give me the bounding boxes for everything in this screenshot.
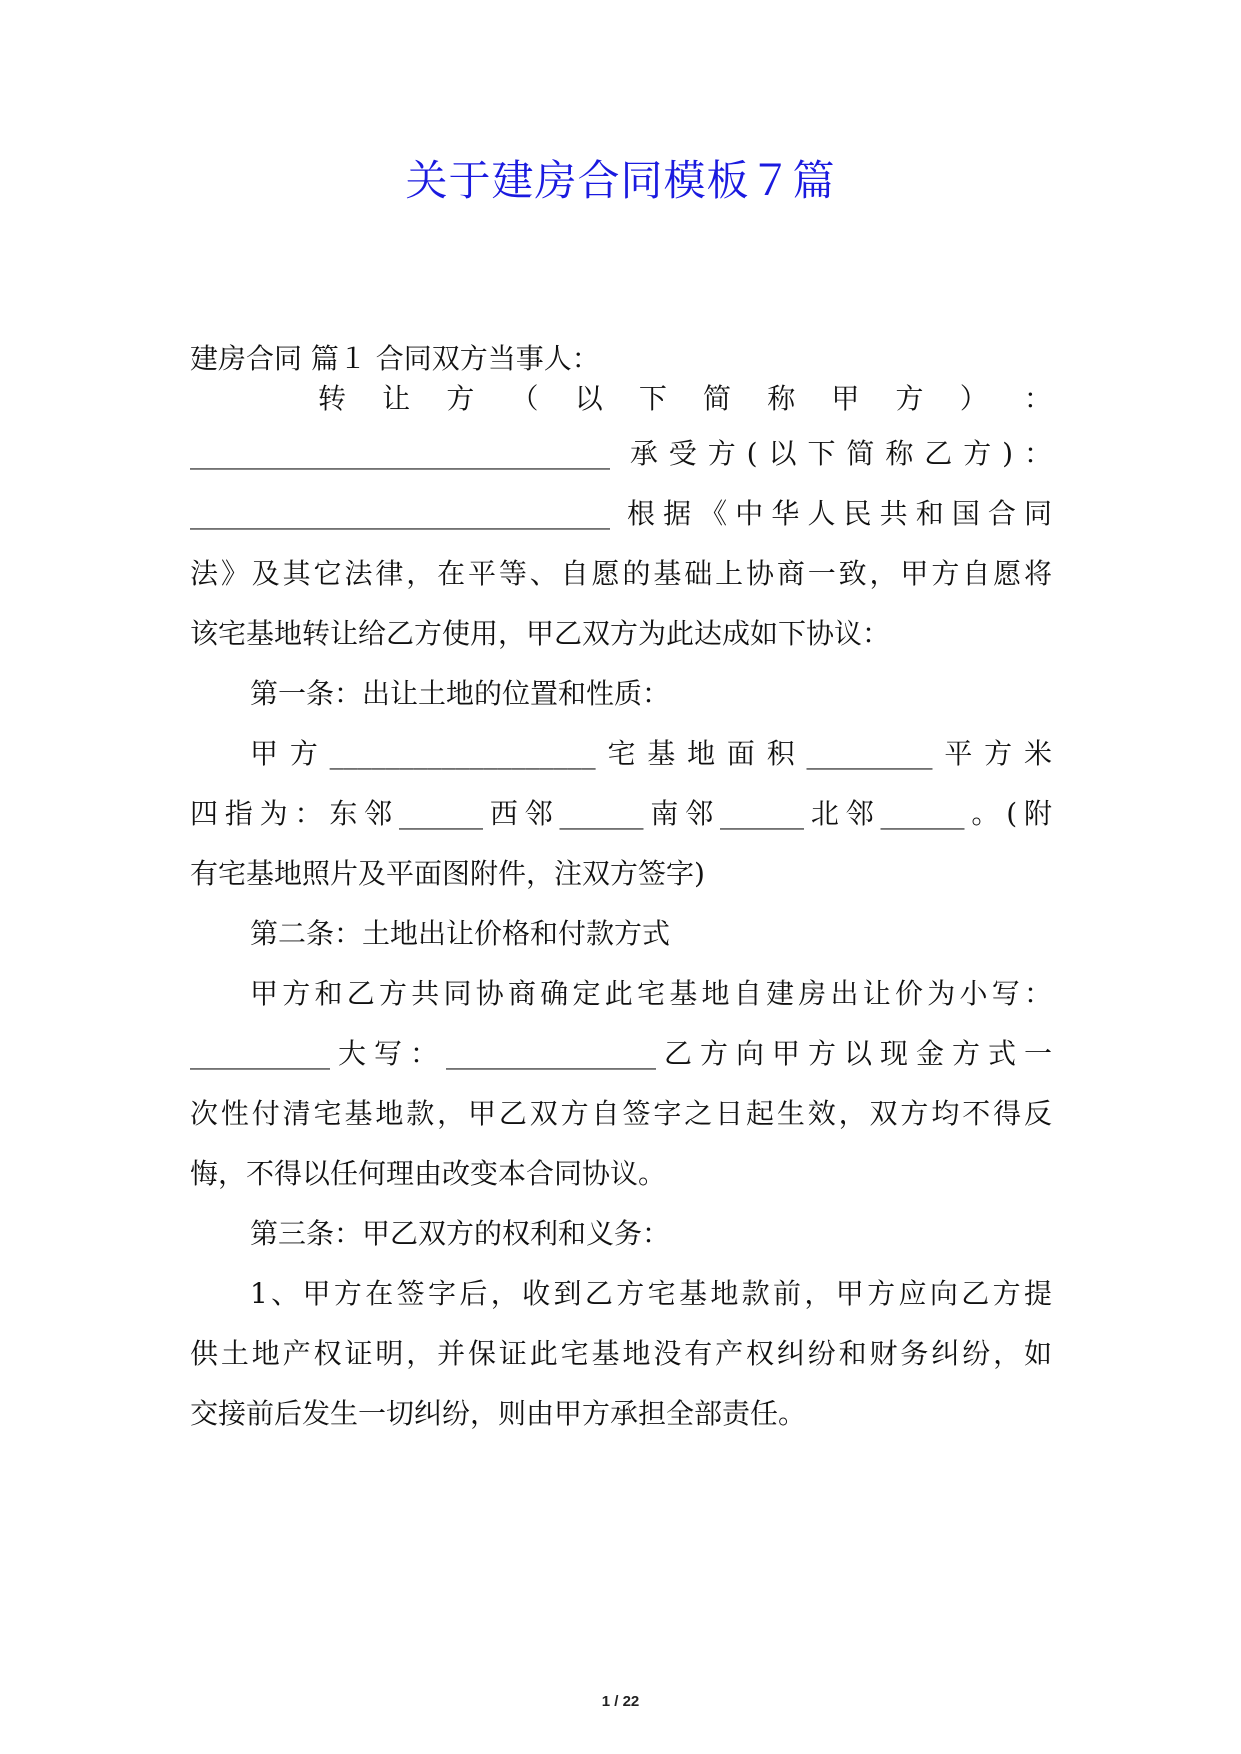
spaced-char: 让 (382, 382, 411, 415)
spaced-char: 方 (895, 382, 924, 415)
transfer-party-line (318, 379, 1052, 419)
spaced-char: （ (510, 382, 539, 415)
spaced-char: ： (1023, 382, 1052, 415)
spaced-char: 下 (638, 382, 667, 415)
spaced-char: 转 (318, 382, 347, 415)
paragraph-line-14: 次性付清宅基地款，甲乙双方自签字之日起生效，双方均不得反 (190, 1097, 1052, 1130)
paragraph-line-13: __________大写：_______________乙方向甲方以现金方式一 (190, 1037, 1052, 1070)
paragraph-line-17: 1、甲方在签字后，收到乙方宅基地款前，甲方应向乙方提 (250, 1277, 1052, 1310)
spaced-char: 甲 (831, 382, 860, 415)
article-1-heading: 第一条：出让土地的位置和性质： (250, 677, 671, 710)
paragraph-line-4: ______________________________ 根据《中华人民共和国合同 (190, 497, 1052, 530)
paragraph-line-10: 有宅基地照片及平面图附件，注双方签字) (190, 857, 705, 890)
paragraph-line-5: 法》及其它法律，在平等、自愿的基础上协商一致，甲方自愿将 (190, 557, 1052, 590)
paragraph-line-8: 甲方___________________宅基地面积_________平方米 (250, 737, 1052, 770)
spaced-char: ） (959, 382, 988, 415)
paragraph-line-6: 该宅基地转让给乙方使用，甲乙双方为此达成如下协议： (190, 617, 891, 650)
article-2-heading: 第二条：土地出让价格和付款方式 (250, 917, 671, 950)
paragraph-line-19: 交接前后发生一切纠纷，则由甲方承担全部责任。 (190, 1397, 807, 1430)
page-number: 1 / 22 (601, 1693, 640, 1710)
spaced-char: 以 (574, 382, 603, 415)
spaced-char: 简 (703, 382, 732, 415)
paragraph-line-12: 甲方和乙方共同协商确定此宅基地自建房出让价为小写： (250, 977, 1052, 1010)
paragraph-line-9: 四指为：东邻______西邻______南邻______北邻______。(附 (190, 797, 1052, 830)
paragraph-line-18: 供土地产权证明，并保证此宅基地没有产权纠纷和财务纠纷，如 (190, 1337, 1052, 1370)
page-title: 关于建房合同模板７篇 (405, 156, 836, 205)
paragraph-line-15: 悔，不得以任何理由改变本合同协议。 (190, 1157, 667, 1190)
spaced-char: 称 (767, 382, 796, 415)
paragraph-line-1: 建房合同 篇１ 合同双方当事人： (190, 342, 600, 375)
spaced-char: 方 (446, 382, 475, 415)
paragraph-line-3: ______________________________ 承受方(以下简称乙方)： (190, 437, 1052, 470)
article-3-heading: 第三条：甲乙双方的权利和义务： (250, 1217, 671, 1250)
